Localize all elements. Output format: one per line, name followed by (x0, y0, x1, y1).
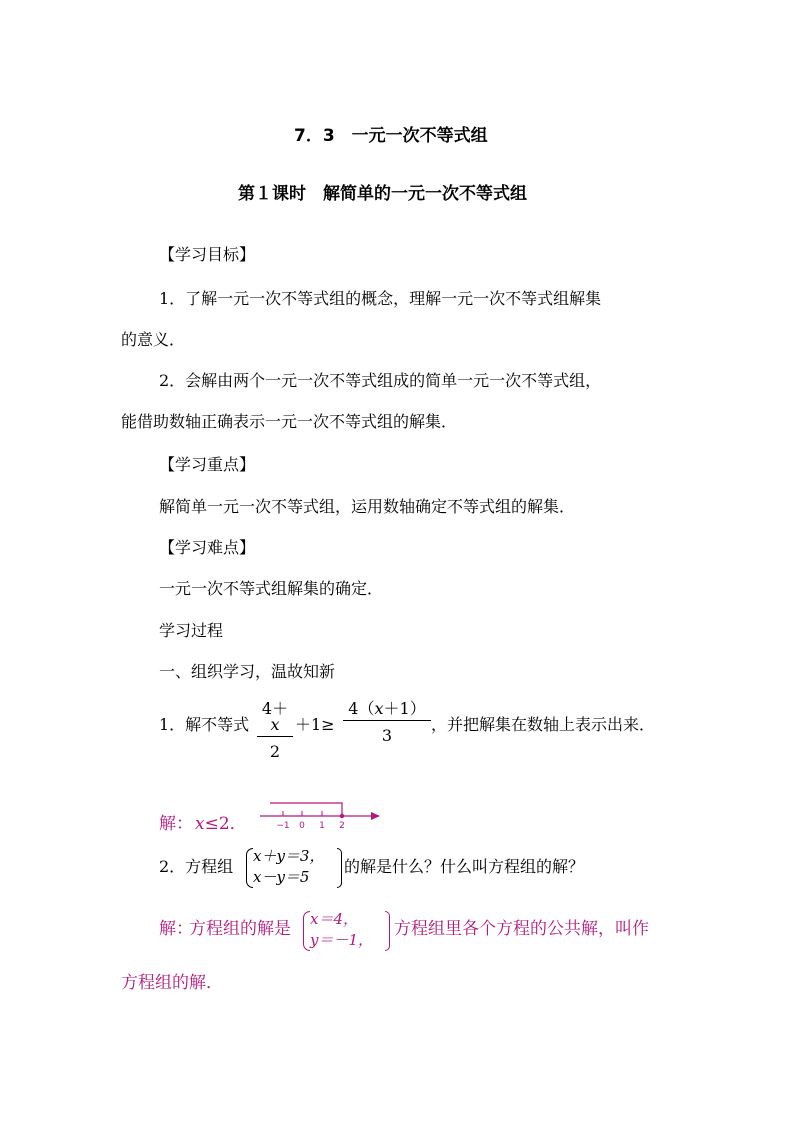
a1-expression (195, 816, 247, 833)
answer-left-brace (303, 911, 310, 951)
right-brace (337, 848, 342, 888)
q2-prefix: 2．方程组 (159, 857, 234, 876)
section-title: 7．3 一元一次不等式组 (294, 126, 488, 146)
q1-middle: ＋1≥ (295, 715, 335, 734)
q1-fraction-left (257, 701, 293, 760)
number-line-arrow (371, 812, 380, 820)
tick-label-2: 2 (339, 821, 345, 831)
a2-text-1: 方程组的解是 (189, 919, 291, 939)
lesson-title: 第１课时 解简单的一元一次不等式组 (238, 184, 527, 204)
q1-prefix: 1．解不等式 (159, 715, 250, 734)
a1-var: x (195, 814, 205, 834)
q1-frac2-var: x (374, 699, 384, 718)
q1-suffix: ，并把解集在数轴上表示出来． (431, 715, 656, 734)
answer-right-brace (385, 911, 390, 951)
q2-eq2: x－y＝5 (253, 868, 310, 886)
process-label: 学习过程 (159, 621, 224, 640)
q1-frac1-den: 2 (269, 742, 281, 761)
q1-frac1-num: 4＋ (261, 699, 289, 718)
key-points-label: 【学习重点】 (159, 455, 256, 474)
a2-line-2: 方程组的解． (121, 973, 223, 993)
objective-2-line-2: 能借助数轴正确表示一元一次不等式组的解集． (121, 412, 458, 431)
q1-frac2-num-b: ＋1） (383, 699, 426, 718)
left-brace (246, 848, 253, 888)
q1-fraction-right (343, 701, 431, 744)
tick-label-neg1: −1 (276, 821, 290, 831)
difficulties-text: 一元一次不等式组解集的确定． (159, 579, 384, 598)
tick-label-1: 1 (319, 821, 325, 831)
key-points-text: 解简单一元一次不等式组，运用数轴确定不等式组的解集． (159, 497, 576, 516)
q1-frac2-den: 3 (381, 726, 393, 745)
difficulties-label: 【学习难点】 (159, 538, 256, 557)
q1-frac2-num-a: 4（ (348, 699, 375, 718)
a2-text-2: 方程组里各个方程的公共解，叫作 (394, 919, 649, 939)
objective-1-line-1: 1．了解一元一次不等式组的概念，理解一元一次不等式组解集 (159, 289, 602, 308)
a1-relation: ≤2． (204, 814, 247, 834)
objective-2-line-1: 2．会解由两个一元一次不等式组成的简单一元一次不等式组， (159, 371, 602, 390)
solution-endpoint (340, 814, 344, 818)
part1-heading: 一、组织学习，温故知新 (159, 662, 336, 681)
tick-label-0: 0 (299, 821, 305, 831)
a1-label: 解： (159, 814, 193, 834)
a2-eq1: x＝4， (310, 910, 359, 928)
objective-1-line-2: 的意义． (121, 330, 186, 349)
a2-eq2: y＝－1， (310, 931, 374, 949)
q2-suffix: 的解是什么？什么叫方程组的解？ (344, 857, 585, 876)
q2-eq1: x＋y＝3， (253, 847, 325, 865)
a2-label: 解： (159, 919, 193, 939)
number-line (256, 794, 386, 834)
objectives-label: 【学习目标】 (159, 245, 256, 264)
q1-frac1-var: x (270, 715, 280, 734)
solution-range-bracket (270, 803, 342, 816)
